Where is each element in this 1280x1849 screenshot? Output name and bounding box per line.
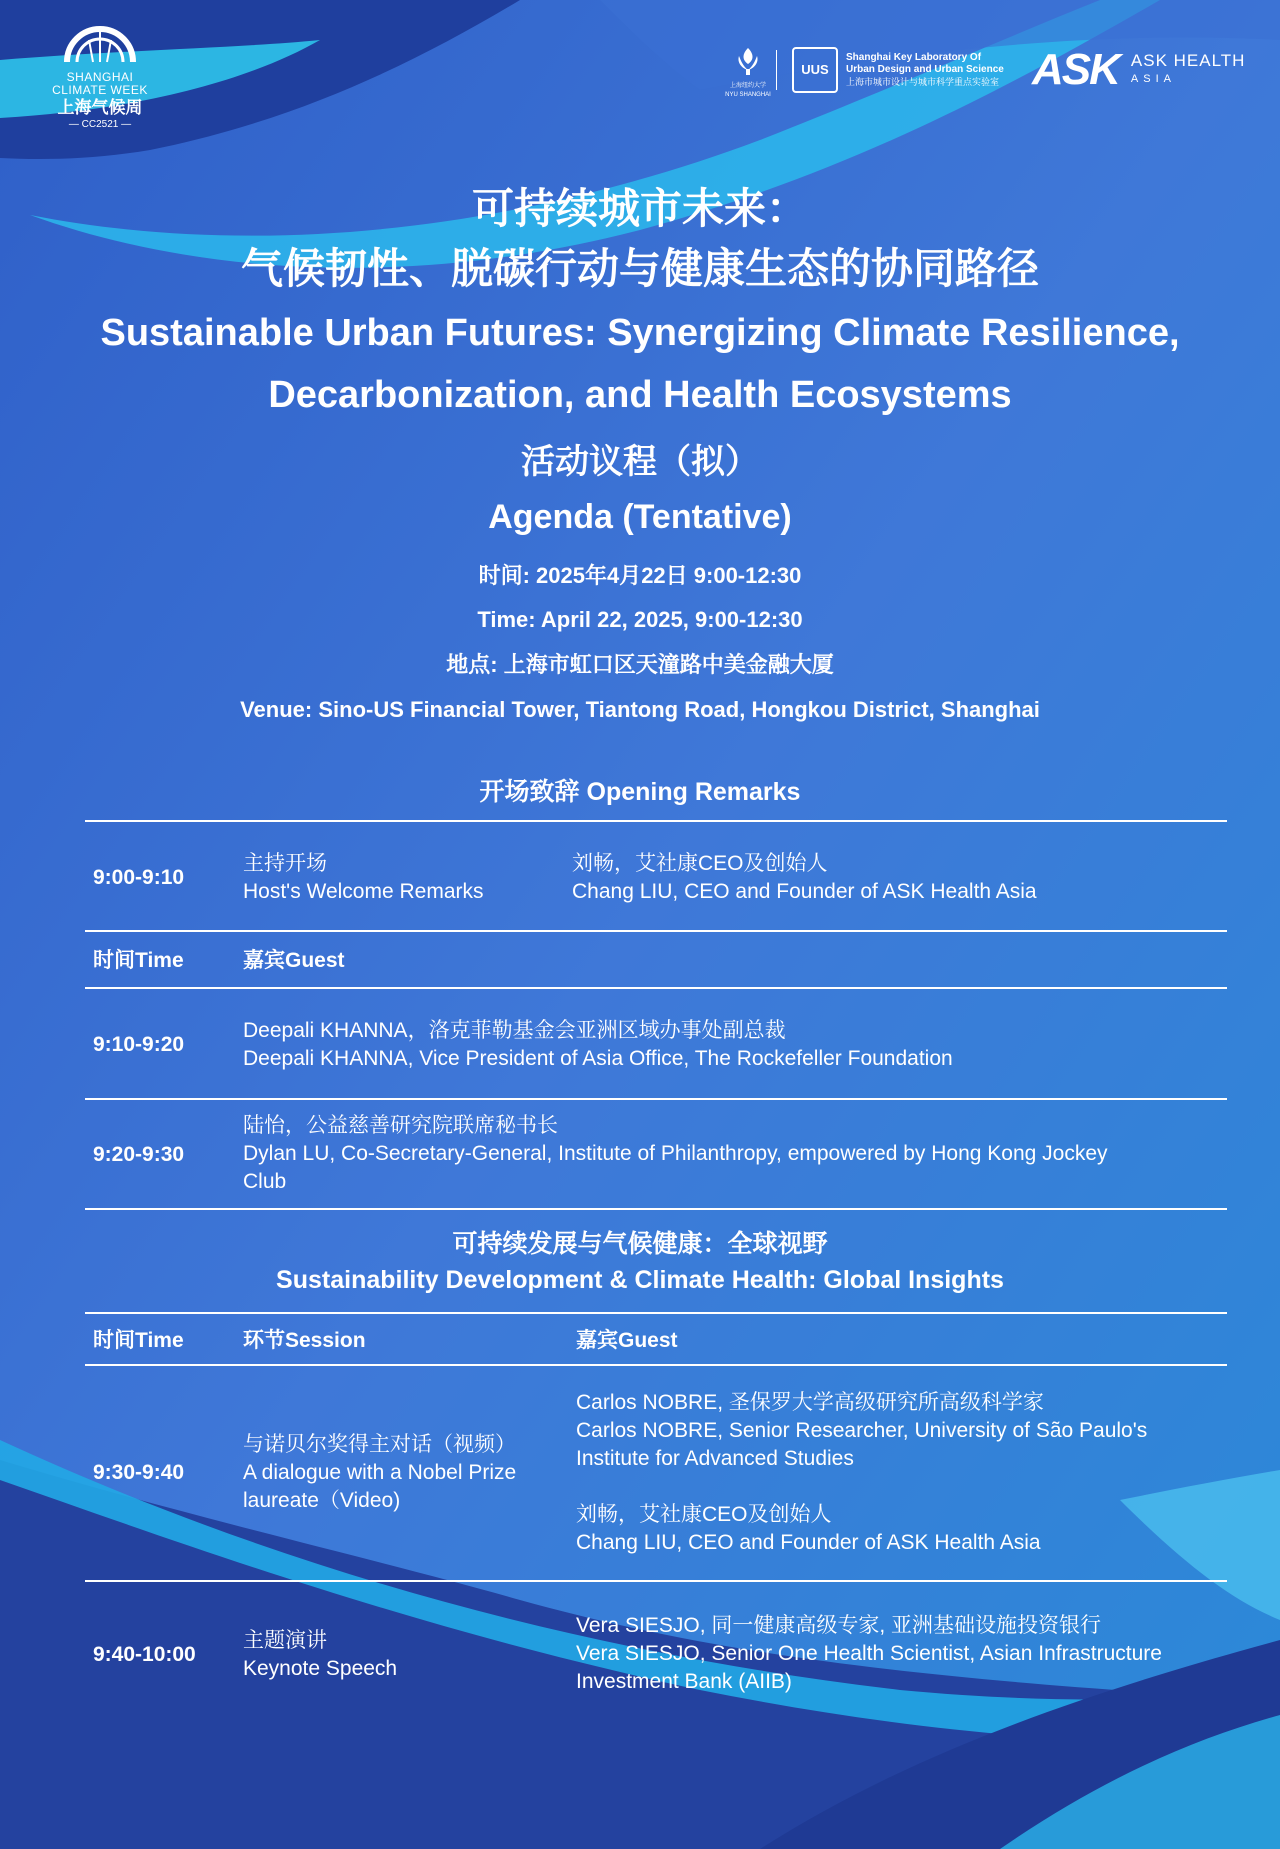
climate-week-arch-icon	[63, 26, 137, 66]
scw-logo-code: — CC2521 —	[68, 119, 132, 130]
nyu-shanghai-logo	[722, 46, 774, 98]
row-guest1-en-line1: Carlos NOBRE, Senior Researcher, University of São Paulo's	[576, 1419, 1148, 1442]
row-guest1-en-line2: Institute for Advanced Studies	[576, 1447, 854, 1470]
table-rule	[85, 1098, 1227, 1100]
row-time: 9:40-10:00	[93, 1643, 196, 1666]
title-en-line1: Sustainable Urban Futures: Synergizing Climate Resilience,	[100, 312, 1180, 354]
row-session-en: Host's Welcome Remarks	[243, 880, 484, 903]
row-guest-en: Deepali KHANNA, Vice President of Asia Office, The Rockefeller Foundation	[243, 1047, 953, 1070]
row-session-cn: 主持开场	[243, 852, 327, 875]
header-session: 环节Session	[243, 1329, 366, 1352]
header-guest: 嘉宾Guest	[243, 949, 345, 972]
global-insights-title-cn: 可持续发展与气候健康：全球视野	[452, 1230, 828, 1258]
row-guest-en: Chang LIU, CEO and Founder of ASK Health Asia	[572, 880, 1037, 903]
agenda-title-en: Agenda (Tentative)	[488, 498, 792, 536]
row-session-cn: 与诺贝尔奖得主对话（视频）	[243, 1433, 516, 1456]
row-guest-en-line1: Dylan LU, Co-Secretary-General, Institute of Philanthropy, empowered by Hong Kong Jockey	[243, 1142, 1108, 1165]
table-rule	[85, 1208, 1227, 1210]
ask-logo-line2: ASIA	[1130, 73, 1176, 85]
row-guest2-en: Chang LIU, CEO and Founder of ASK Health Asia	[576, 1531, 1041, 1554]
logo-divider	[776, 50, 777, 90]
row-session-en-line2: laureate（Video)	[243, 1489, 401, 1512]
header-guest: 嘉宾Guest	[576, 1329, 678, 1352]
nyu-logo-en: NYU SHANGHAI	[725, 92, 771, 98]
scw-logo-cn: 上海气候周	[57, 98, 143, 117]
table-rule	[85, 1364, 1227, 1366]
row-guest-cn: Vera SIESJO, 同一健康高级专家, 亚洲基础设施投资银行	[576, 1614, 1102, 1637]
row-session-en: Keynote Speech	[243, 1657, 398, 1680]
title-cn-line1: 可持续城市未来：	[471, 185, 808, 232]
ask-logo-line1: ASK HEALTH	[1130, 51, 1246, 70]
row-time: 9:10-9:20	[93, 1033, 185, 1056]
ask-mark: ASK	[1032, 45, 1119, 94]
table-rule	[85, 987, 1227, 989]
lab-logo-line1: Shanghai Key Laboratory Of	[846, 52, 982, 63]
title-cn-line2: 气候韧性、脱碳行动与健康生态的协同路径	[240, 245, 1039, 292]
row-guest-cn: 陆怡，公益慈善研究院联席秘书长	[243, 1114, 558, 1137]
event-venue-en: Venue: Sino-US Financial Tower, Tiantong Road, Hongkou District, Shanghai	[240, 697, 1040, 722]
row-guest-en-line2: Club	[243, 1170, 287, 1193]
row-time: 9:20-9:30	[93, 1143, 185, 1166]
nyu-torch-icon	[733, 46, 763, 76]
ask-health-asia-logo	[1032, 46, 1245, 94]
row-guest1-cn: Carlos NOBRE, 圣保罗大学高级研究所高级科学家	[576, 1391, 1044, 1414]
shanghai-climate-week-logo	[40, 26, 160, 132]
scw-logo-line1: SHANGHAI	[66, 70, 134, 84]
global-insights-title-en: Sustainability Development & Climate Health: Global Insights	[276, 1266, 1004, 1294]
row-guest-cn: 刘畅，艾社康CEO及创始人	[572, 852, 828, 875]
nyu-logo-cn: 上海纽约大学	[729, 83, 766, 89]
table-rule	[85, 1580, 1227, 1582]
lab-logo-line2: Urban Design and Urban Science	[846, 64, 1004, 75]
event-venue-cn: 地点: 上海市虹口区天潼路中美金融大厦	[446, 652, 834, 677]
event-time-en: Time: April 22, 2025, 9:00-12:30	[477, 607, 803, 632]
scw-logo-line2: CLIMATE WEEK	[52, 83, 148, 97]
row-time: 9:30-9:40	[93, 1461, 185, 1484]
header-time: 时间Time	[93, 949, 184, 972]
row-time: 9:00-9:10	[93, 866, 185, 889]
row-guest-cn: Deepali KHANNA，洛克菲勒基金会亚洲区域办事处副总裁	[243, 1019, 786, 1042]
agenda-title-cn: 活动议程（拟）	[521, 443, 759, 481]
table-rule	[85, 930, 1227, 932]
table-rule	[85, 820, 1227, 822]
uus-mark: UUS	[792, 47, 838, 93]
title-en-line2: Decarbonization, and Health Ecosystems	[268, 374, 1012, 416]
row-guest-en-line2: Investment Bank (AIIB)	[576, 1670, 792, 1693]
table-rule	[85, 1312, 1227, 1314]
row-guest2-cn: 刘畅，艾社康CEO及创始人	[576, 1503, 832, 1526]
event-time-cn: 时间: 2025年4月22日 9:00-12:30	[478, 563, 802, 588]
opening-remarks-title: 开场致辞 Opening Remarks	[479, 778, 801, 806]
row-session-cn: 主题演讲	[243, 1629, 327, 1652]
row-session-en-line1: A dialogue with a Nobel Prize	[243, 1461, 517, 1484]
lab-logo-line3: 上海市城市设计与城市科学重点实验室	[846, 77, 1000, 87]
header-time: 时间Time	[93, 1329, 184, 1352]
row-guest-en-line1: Vera SIESJO, Senior One Health Scientist, Asian Infrastructure	[576, 1642, 1162, 1665]
urban-lab-logo	[792, 46, 1004, 94]
